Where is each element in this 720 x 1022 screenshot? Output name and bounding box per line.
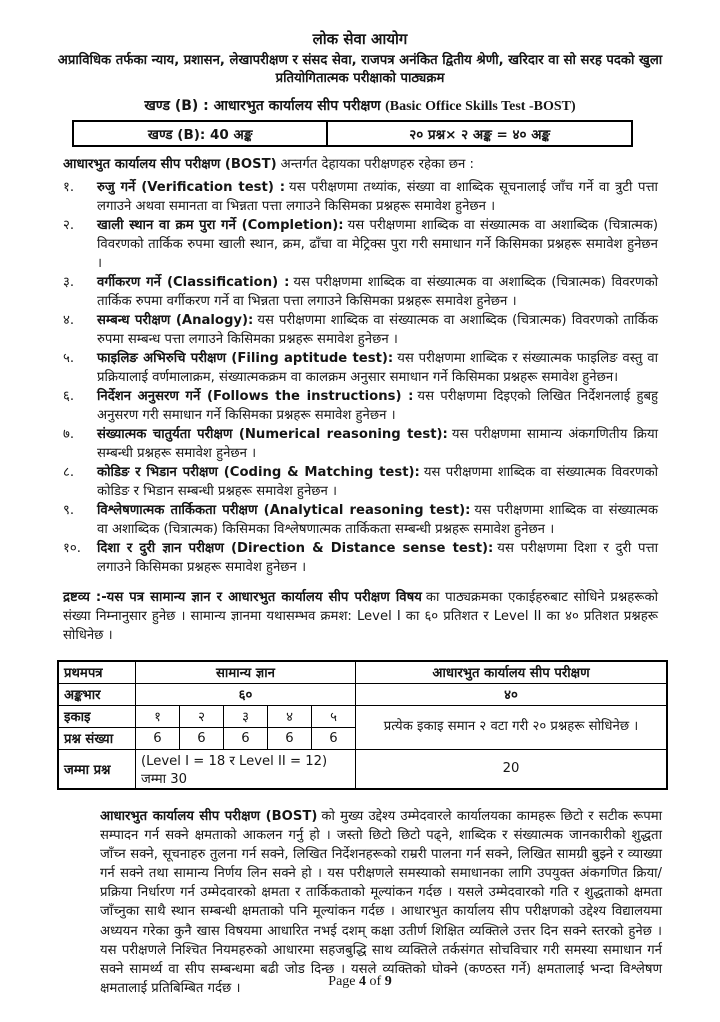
bost-note-cell: प्रत्येक इकाइ समान २ वटा गरी २० प्रश्नहरू सोधिनेछ । <box>356 705 668 749</box>
closing-rest: को मुख्य उद्देश्य उम्मेदवारले कार्यालयका कामहरू छिटो र सटीक रूपमा सम्पादन गर्न सक्ने क्षमताको आकलन गर्नु हो । जस्तो छिटो छिटो पढ्ने, शाब्दिक र संख्यात्मक जानकारीको शुद्धता जाँच्न सक्ने, सूचनाहरु तुलना गर्न सक्ने, लिखित निर्देशनहरूको राम्ररी पालना गर्न सक्ने, लिखित सामग्री बुझ्ने र व्याख्या गर्न सक्ने तथा सामान्य निर्णय लिन सक्ने हो । यस परीक्षणले समस्याको समाधानका लागि उपयुक्त अंकगणित क्रिया/प्रक्रिया निर्धारण गर्न उम्मेदवारको क्षमता र तार्किकताको मूल्यांकन गर्दछ । यसले उम्मेदवारको गति र शुद्धताको क्षमता जाँच्नुका साथै स्थान सम्बन्धी क्षमताको पनि मूल्यांकन गर्दछ । आधारभुत कार्यालय सीप परीक्षणको उद्देश्य विद्यालयमा अध्ययन गरेका कुनै खास विषयमा आधारित नभई दशम् कक्षा उतीर्ण शिक्षित व्यक्तिले उत्तर दिन सक्ने स्तरको हुनेछ । यस परीक्षणले निश्चित नियमहरुको आधारमा सहजबुद्धि साथ व्यक्तिले तर्कसंगत सोचविचार गरी समस्या समाधान गर्न सक्ने सामर्थ्य वा सीप सम्बन्धमा बढी जोड दिन्छ । यसले व्यक्तिको घोक्ने (कण्ठस्त गर्ने) क्षमतालाई भन्दा विश्लेषण क्षमतालाई प्रतिबिम्बित गर्दछ । <box>100 808 663 996</box>
item-number: ६. <box>63 388 75 404</box>
test-list <box>63 178 658 577</box>
section-heading <box>0 98 720 116</box>
count-cell: 6 <box>224 727 268 749</box>
table-row <box>58 749 667 789</box>
footer-page-number: 4 <box>359 974 367 989</box>
item-text <box>97 387 658 425</box>
footer-prefix: Page <box>328 974 360 989</box>
row-header-units: इकाइ <box>58 705 136 727</box>
unit-cell: ३ <box>224 705 268 727</box>
marks-summary-table <box>72 120 633 147</box>
section-heading-english: (Basic Office Skills Test -BOST) <box>385 98 576 114</box>
list-item <box>63 216 658 273</box>
note-rest: का पाठ्यक्रमका एकाईहरुबाट सोधिने प्रश्नहरूको संख्या निम्नानुसार हुनेछ । सामान्य ज्ञानमा यथासम्भव क्रमश: Level I का ६० प्रतिशत र Level II का ४० प्रतिशत प्रश्नहरू सोधिनेछ । <box>63 589 659 644</box>
list-item <box>63 425 658 463</box>
item-lead: रुजु गर्ने (Verification test) : <box>97 179 286 195</box>
count-cell: 6 <box>180 727 224 749</box>
list-item <box>63 311 658 349</box>
row-header-paper: प्रथमपत्र <box>58 661 136 684</box>
note-paragraph <box>63 588 658 646</box>
item-lead: निर्देशन अनुसरण गर्ने (Follows the instructions) : <box>97 388 414 404</box>
page-footer <box>0 974 720 990</box>
item-body: यस परीक्षणमा शाब्दिक वा संख्यात्मक विवरणको कोडिङ र भिडान सम्बन्धी प्रश्नहरू समावेश हुनेछन । <box>97 464 658 499</box>
count-cell: 6 <box>136 727 180 749</box>
list-item <box>63 273 658 311</box>
intro-line <box>63 156 658 174</box>
item-text <box>97 463 658 501</box>
unit-cell: २ <box>180 705 224 727</box>
item-number: १. <box>63 179 75 195</box>
gk-marks-cell: ६० <box>136 683 356 705</box>
unit-cell: ५ <box>312 705 356 727</box>
exam-subtitle: अप्राविधिक तर्फका न्याय, प्रशासन, लेखापरीक्षण र संसद सेवा, राजपत्र अनंकित द्वितीय श्रेणी, खरिदार वा सो सरह पदको खुला प्रतियोगितात्मक परीक्षाको पाठ्यक्रम <box>57 53 663 86</box>
item-lead: वर्गीकरण गर्ने (Classification) : <box>97 274 290 290</box>
item-lead: विश्लेषणात्मक तार्किकता परीक्षण (Analytical reasoning test): <box>97 502 471 518</box>
closing-lead: आधारभुत कार्यालय सीप परीक्षण (BOST) <box>100 808 318 824</box>
item-number: ८. <box>63 464 75 480</box>
item-number: ९. <box>63 502 75 518</box>
item-text <box>97 501 658 539</box>
count-cell: 6 <box>268 727 312 749</box>
row-header-question-count: प्रश्न संख्या <box>58 727 136 749</box>
intro-lead: आधारभुत कार्यालय सीप परीक्षण (BOST) <box>63 157 277 173</box>
item-number: ३. <box>63 274 75 290</box>
closing-paragraph <box>100 807 662 998</box>
item-number: २. <box>63 217 75 233</box>
item-lead: खाली स्थान वा क्रम पुरा गर्ने (Completion): <box>97 217 344 233</box>
count-cell: 6 <box>312 727 356 749</box>
item-lead: संख्यात्मक चातुर्यता परीक्षण (Numerical reasoning test): <box>97 426 448 442</box>
item-text <box>97 178 658 216</box>
item-body: यस परीक्षणमा शाब्दिक वा संख्यात्मक वा अशाब्दिक (चित्रात्मक) विवरणको तार्किक रुपमा सम्बन्ध पत्ता लगाउने किसिमका प्रश्नहरू समावेश हुनेछन । <box>97 312 659 347</box>
list-item <box>63 349 658 387</box>
item-text <box>97 273 658 311</box>
item-number: ७. <box>63 426 75 442</box>
item-body: यस परीक्षणमा शाब्दिक वा संख्यात्मक वा अशाब्दिक (चित्रात्मक) विवरणको तार्किक रुपमा वर्गीकरण गर्ने वा भिन्नता पत्ता लगाउने किसिमका प्रश्नहरू समावेश हुनेछन । <box>97 274 659 309</box>
footer-of: of <box>366 974 385 989</box>
note-lead: द्रष्टव्य :-यस पत्र सामान्य ज्ञान र आधारभुत कार्यालय सीप परीक्षण विषय <box>63 589 422 605</box>
unit-cell: ४ <box>268 705 312 727</box>
item-lead: दिशा र दुरी ज्ञान परीक्षण (Direction & Distance sense test): <box>97 540 494 556</box>
table-row <box>58 705 667 727</box>
gk-header-cell: सामान्य ज्ञान <box>136 661 356 684</box>
intro-rest: अन्तर्गत देहायका परीक्षणहरु रहेका छन : <box>280 157 474 173</box>
item-number: ५. <box>63 350 75 366</box>
list-item <box>63 539 658 577</box>
org-title: लोक सेवा आयोग <box>312 30 408 48</box>
item-body: यस परीक्षणमा दिइएको लिखित निर्देशनलाई हुबहु अनुसरण गरी समाधान गर्ने किसिमका प्रश्नहरू समावेश हुनेछन । <box>97 388 659 423</box>
item-body: यस परीक्षणमा शाब्दिक र संख्यात्मक फाइलिङ वस्तु वा प्रक्रियालाई वर्णमालाक्रम, संख्यात्मकक्रम वा कालक्रम अनुसार समाधान गर्ने किसिमका प्रश्नहरू समावेश हुनेछन। <box>97 350 658 385</box>
item-body: यस परीक्षणमा तथ्यांक, संख्या वा शाब्दिक सूचनालाई जाँच गर्ने वा त्रुटी पत्ता लगाउने अथवा समानता वा भिन्नता पत्ता लगाउने किसिमका प्रश्नहरू समावेश हुनेछन । <box>97 179 658 214</box>
item-text <box>97 425 658 463</box>
marks-cell-formula: २० प्रश्न× २ अङ्क = ४० अङ्क <box>327 121 632 146</box>
item-lead: कोडिङ र भिडान परीक्षण (Coding & Matching test): <box>97 464 420 480</box>
unit-cell: १ <box>136 705 180 727</box>
bost-marks-cell: ४० <box>356 683 668 705</box>
footer-total-pages: 9 <box>384 974 392 989</box>
section-heading-nepali: खण्ड (B) : आधारभुत कार्यालय सीप परीक्षण <box>144 97 381 114</box>
table-row <box>73 121 632 146</box>
bost-total-cell: 20 <box>356 749 668 789</box>
item-body: यस परीक्षणमा शाब्दिक वा संख्यात्मक वा अशाब्दिक (चित्रात्मक) विवरणको तार्किक रुपमा खाली स्थान, क्रम, ढाँचा वा मेट्रिक्स पुरा गरी समाधान गर्ने किसिमका प्रश्नहरू समावेश हुनेछन । <box>97 217 658 271</box>
row-header-marks: अङ्कभार <box>58 683 136 705</box>
list-item <box>63 463 658 501</box>
marks-cell-section: खण्ड (B): 40 अङ्क <box>73 121 327 146</box>
list-item <box>63 501 658 539</box>
list-item <box>63 178 658 216</box>
item-number: ४. <box>63 312 75 328</box>
item-number: १०. <box>63 540 81 556</box>
item-body: यस परीक्षणमा शाब्दिक वा संख्यात्मक वा अशाब्दिक (चित्रात्मक) किसिमका विश्लेषणात्मक तार्किकता सम्बन्धी प्रश्नहरू समावेश हुनेछन । <box>97 502 658 537</box>
question-distribution-table <box>57 660 668 790</box>
bost-header-cell: आधारभुत कार्यालय सीप परीक्षण <box>356 661 668 684</box>
table-row <box>58 683 667 705</box>
item-lead: सम्बन्ध परीक्षण (Analogy): <box>97 312 254 328</box>
item-body: यस परीक्षणमा सामान्य अंकगणितीय क्रिया सम्बन्धी प्रश्नहरू समावेश हुनेछन । <box>97 426 659 461</box>
list-item <box>63 387 658 425</box>
item-lead: फाइलिङ अभिरुचि परीक्षण (Filing aptitude test): <box>97 350 394 366</box>
gk-total-cell: (Level I = 18 र Level II = 12) जम्मा 30 <box>136 749 356 789</box>
item-text <box>97 539 658 577</box>
item-text <box>97 216 658 273</box>
item-text <box>97 349 658 387</box>
item-text <box>97 311 658 349</box>
table-row <box>58 661 667 684</box>
item-body: यस परीक्षणमा दिशा र दुरी पत्ता लगाउने किसिमका प्रश्नहरू समावेश हुनेछन । <box>97 540 658 575</box>
row-header-total: जम्मा प्रश्न <box>58 749 136 789</box>
